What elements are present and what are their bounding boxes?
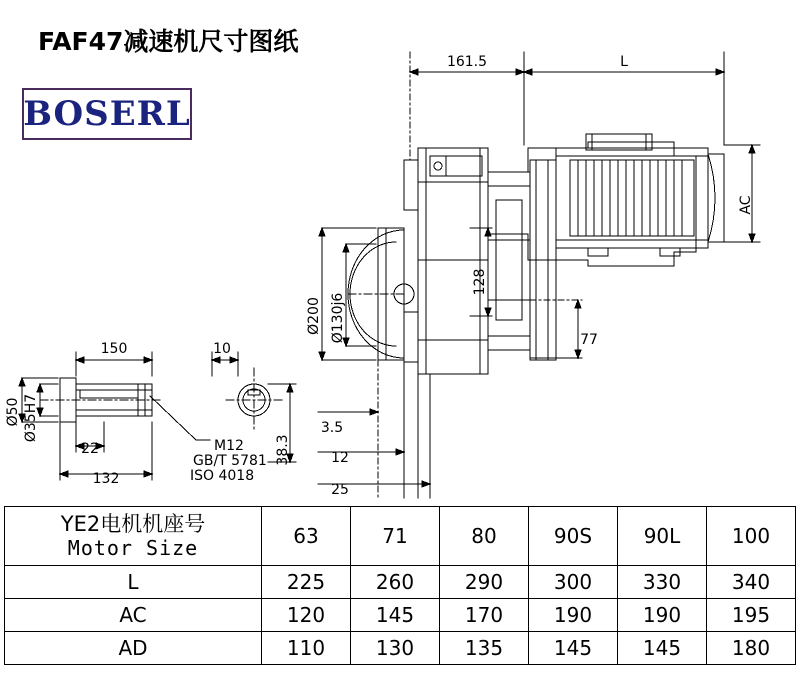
cell-L-1: 260 xyxy=(351,566,440,599)
dim-d200: Ø200 xyxy=(306,297,322,335)
dim-gb: GB/T 5781 xyxy=(193,453,267,469)
dim-12: 12 xyxy=(331,450,349,466)
motor-size-label-cn: YE2电机机座号 xyxy=(60,512,206,537)
cell-AD-2: 135 xyxy=(440,632,529,665)
dim-25: 25 xyxy=(331,482,349,498)
dim-77: 77 xyxy=(580,332,598,348)
cell-AC-2: 170 xyxy=(440,599,529,632)
cell-L-2: 290 xyxy=(440,566,529,599)
cell-AD-1: 130 xyxy=(351,632,440,665)
motor-size-label-en: Motor Size xyxy=(67,535,199,560)
size-col-1: 71 xyxy=(351,507,440,566)
cell-AC-0: 120 xyxy=(262,599,351,632)
row-label-AC: AC xyxy=(5,599,262,632)
logo-text: BOSERL xyxy=(23,94,191,134)
dim-128: 128 xyxy=(472,268,488,296)
table-row xyxy=(5,632,796,665)
cell-L-4: 330 xyxy=(618,566,707,599)
size-col-2: 80 xyxy=(440,507,529,566)
row-label-AD: AD xyxy=(5,632,262,665)
dim-161-5: 161.5 xyxy=(446,54,488,70)
cell-AC-1: 145 xyxy=(351,599,440,632)
dim-L: L xyxy=(620,54,628,70)
cell-L-0: 225 xyxy=(262,566,351,599)
dim-iso: ISO 4018 xyxy=(190,468,255,484)
size-col-3: 90S xyxy=(529,507,618,566)
size-col-5: 100 xyxy=(707,507,796,566)
dim-22: 22 xyxy=(81,441,99,457)
dim-d35h7: Ø35H7 xyxy=(23,393,39,443)
dim-M12: M12 xyxy=(214,438,244,454)
dim-3-5: 3.5 xyxy=(320,420,344,436)
table-row xyxy=(5,599,796,632)
dim-AC: AC xyxy=(738,195,754,215)
cell-AD-3: 145 xyxy=(529,632,618,665)
row-label-L: L xyxy=(5,566,262,599)
cell-AC-3: 190 xyxy=(529,599,618,632)
spec-table xyxy=(4,506,796,665)
cell-L-3: 300 xyxy=(529,566,618,599)
dim-d130j6: Ø130j6 xyxy=(330,292,346,344)
motor-size-label xyxy=(5,507,262,566)
size-col-0: 63 xyxy=(262,507,351,566)
dim-150: 150 xyxy=(100,341,128,357)
dim-d50: Ø50 xyxy=(5,397,21,427)
dim-10: 10 xyxy=(213,341,231,357)
table-header-row xyxy=(5,507,796,566)
cell-AD-5: 180 xyxy=(707,632,796,665)
cell-AD-4: 145 xyxy=(618,632,707,665)
cell-L-5: 340 xyxy=(707,566,796,599)
cell-AC-5: 195 xyxy=(707,599,796,632)
cell-AC-4: 190 xyxy=(618,599,707,632)
cell-AD-0: 110 xyxy=(262,632,351,665)
size-col-4: 90L xyxy=(618,507,707,566)
dim-38-3: 38.3 xyxy=(275,434,291,466)
table-row xyxy=(5,566,796,599)
page-title: FAF47减速机尺寸图纸 xyxy=(38,27,299,56)
dim-132: 132 xyxy=(92,471,120,487)
